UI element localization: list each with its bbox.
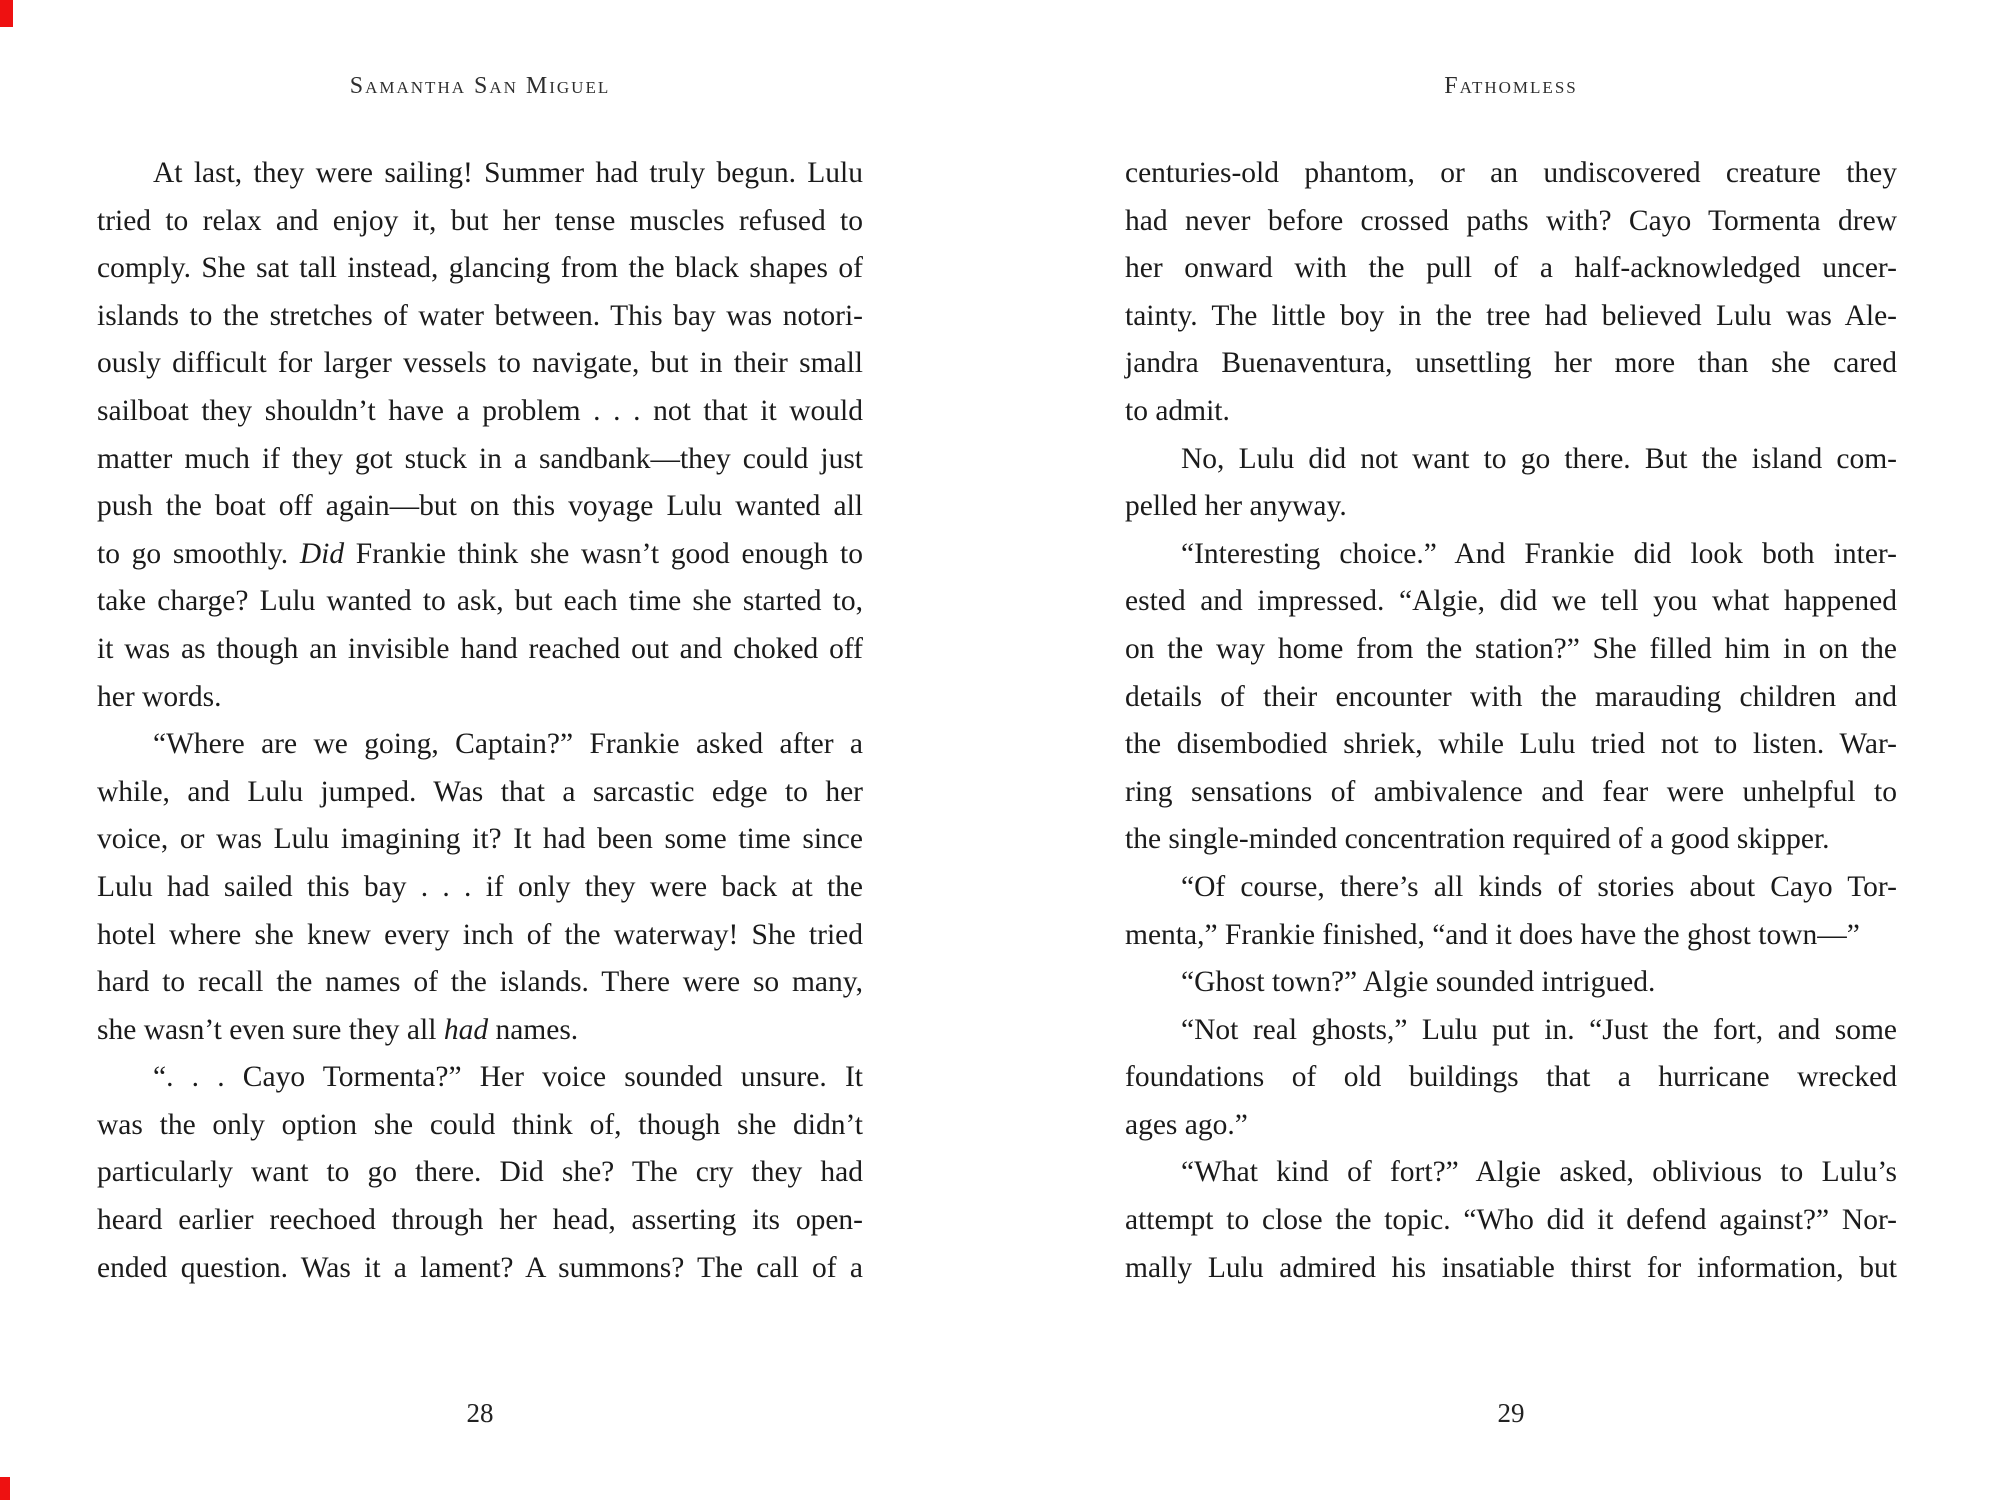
text-line: hard to recall the names of the islands. There were so many, xyxy=(97,966,863,999)
text-line: it was as though an invisible hand reached out and choked off xyxy=(97,632,863,665)
text-line: centuries-old phantom, or an undiscovered creature they xyxy=(1125,157,1897,189)
text-line: was the only option she could think of, though she didn’t xyxy=(97,1108,863,1141)
red-edge-mark-top xyxy=(0,0,13,27)
text-line: her onward with the pull of a half-acknowledged uncer- xyxy=(1125,252,1897,285)
text-line: jandra Buenaventura, unsettling her more than she cared xyxy=(1125,347,1897,380)
text-line: Lulu had sailed this bay . . . if only they were back at the xyxy=(97,870,863,903)
text-line: “Interesting choice.” And Frankie did look both inter- xyxy=(1181,537,1897,570)
text-line: At last, they were sailing! Summer had truly begun. Lulu xyxy=(153,157,863,189)
text-line: had never before crossed paths with? Cayo Tormenta drew xyxy=(1125,204,1897,237)
text-line: to go smoothly. Did Frankie think she wasn’t good enough to xyxy=(97,537,863,570)
text-line: while, and Lulu jumped. Was that a sarcastic edge to her xyxy=(97,775,863,808)
text-line: to admit. xyxy=(1125,394,1230,427)
text-line: details of their encounter with the marauding children and xyxy=(1125,680,1897,713)
text-line: comply. She sat tall instead, glancing from the black shapes of xyxy=(97,252,863,285)
text-line: ring sensations of ambivalence and fear were unhelpful to xyxy=(1125,775,1897,808)
text-line: matter much if they got stuck in a sandbank—they could just xyxy=(97,442,863,475)
text-line: ously difficult for larger vessels to navigate, but in their small xyxy=(97,347,863,380)
text-line: hotel where she knew every inch of the waterway! She tried xyxy=(97,918,863,951)
right-text-block xyxy=(1125,150,1897,1292)
left-running-head: Samantha San Miguel xyxy=(349,73,611,99)
text-line: “Not real ghosts,” Lulu put in. “Just the fort, and some xyxy=(1181,1013,1897,1046)
text-line: attempt to close the topic. “Who did it defend against?” Nor- xyxy=(1125,1204,1897,1237)
text-line: ended question. Was it a lament? A summons? The call of a xyxy=(97,1251,863,1284)
text-line: ested and impressed. “Algie, did we tell you what happened xyxy=(1125,585,1897,618)
left-text-block xyxy=(97,150,863,1292)
text-line: the single-minded concentration required of a good skipper. xyxy=(1125,823,1830,856)
red-edge-mark-bottom xyxy=(0,1477,10,1500)
text-line: tried to relax and enjoy it, but her tense muscles refused to xyxy=(97,204,863,237)
text-line: sailboat they shouldn’t have a problem . . . not that it would xyxy=(97,394,863,427)
text-line: heard earlier reechoed through her head, asserting its open- xyxy=(97,1204,863,1237)
text-line: push the boat off again—but on this voyage Lulu wanted all xyxy=(97,490,863,523)
italic-text: had xyxy=(443,1013,489,1046)
text-line: pelled her anyway. xyxy=(1125,490,1347,523)
text-line: “Of course, there’s all kinds of stories about Cayo Tor- xyxy=(1181,870,1897,903)
text-line: foundations of old buildings that a hurricane wrecked xyxy=(1125,1061,1897,1094)
text-line: mally Lulu admired his insatiable thirst for information, but xyxy=(1125,1251,1897,1284)
right-page-number: 29 xyxy=(1497,1398,1525,1428)
text-line: her words. xyxy=(97,680,222,713)
text-line: on the way home from the station?” She filled him in on the xyxy=(1125,632,1897,665)
left-page-number: 28 xyxy=(466,1398,494,1428)
text-line: ages ago.” xyxy=(1125,1108,1248,1141)
text-line: the disembodied shriek, while Lulu tried not to listen. War- xyxy=(1125,728,1897,761)
text-line: No, Lulu did not want to go there. But the island com- xyxy=(1181,442,1897,475)
text-line: menta,” Frankie finished, “and it does have the ghost town—” xyxy=(1125,918,1860,951)
text-line: “. . . Cayo Tormenta?” Her voice sounded unsure. It xyxy=(153,1061,863,1094)
text-line: particularly want to go there. Did she? The cry they had xyxy=(97,1156,863,1189)
text-line: she wasn’t even sure they all had names. xyxy=(97,1013,579,1046)
text-line: tainty. The little boy in the tree had believed Lulu was Ale- xyxy=(1125,299,1897,332)
text-line: “What kind of fort?” Algie asked, oblivious to Lulu’s xyxy=(1181,1156,1897,1189)
text-line: take charge? Lulu wanted to ask, but each time she started to, xyxy=(97,585,863,618)
italic-text: Did xyxy=(299,537,345,570)
text-line: “Ghost town?” Algie sounded intrigued. xyxy=(1181,966,1656,999)
text-line: “Where are we going, Captain?” Frankie asked after a xyxy=(153,728,863,761)
text-line: voice, or was Lulu imagining it? It had been some time since xyxy=(97,823,863,856)
text-line: islands to the stretches of water between. This bay was notori- xyxy=(97,299,863,332)
right-running-head: Fathomless xyxy=(1444,73,1578,99)
